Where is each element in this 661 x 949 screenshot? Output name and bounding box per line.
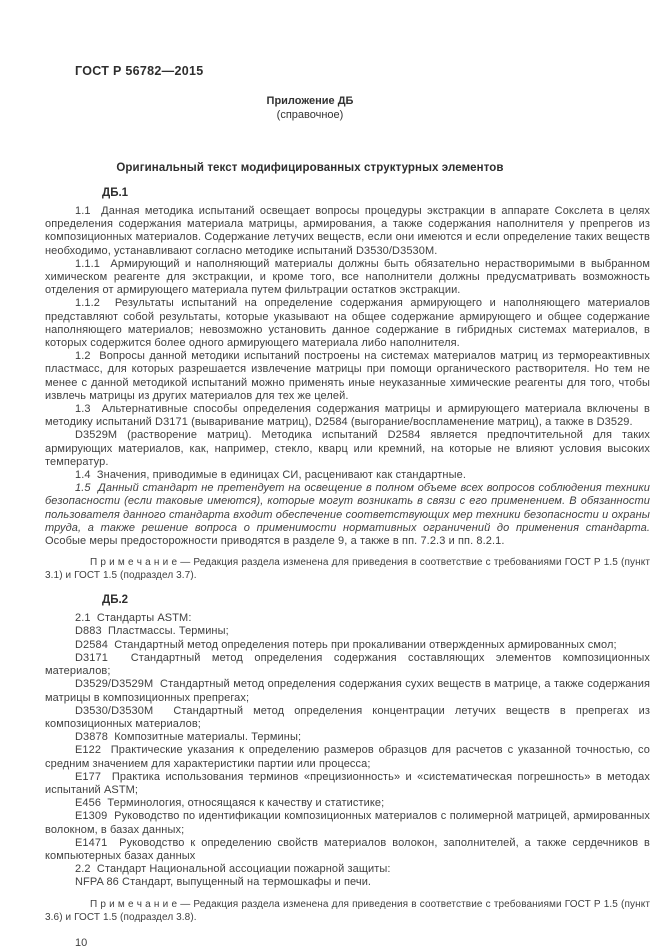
paragraph: 1.1.1 Армирующий и наполняющий материалы должны быть обязательно нерастворимыми в выбранном химическом реагенте для экстракции, и кроме того, все наполнители должны предусматривать возможность отделения от армирующего материала путем фильтрации остатков экстракции. — [45, 257, 650, 297]
section-heading-ДБ.1: ДБ.1 — [102, 187, 129, 199]
paragraph: E122 Практические указания к определению размеров образцов для расчетов с указанной точностью, со средним значением для характеристики партии или процесса; — [45, 744, 650, 770]
sections-container — [45, 187, 650, 924]
paragraph: NFPA 86 Стандарт, выпущенный на термошкафы и печи. — [75, 876, 372, 889]
appendix-heading — [45, 95, 575, 122]
paragraph: E1471 Руководство к определению свойств материалов волокон, заполнителей, а также сердечников в компьютерных базах данных — [45, 836, 650, 862]
paragraph: 1.4 Значения, приводимые в единицах СИ, расценивают как стандартные. — [75, 469, 466, 482]
paragraph: D3530/D3530M Стандартный метод определения концентрации летучих веществ в препрегах из композиционных материалов; — [45, 704, 650, 730]
section-note: П р и м е ч а н и е — Редакция раздела изменена для приведения в соответствие с требованиями ГОСТ Р 1.5 (пункт 3.6) и ГОСТ 1.5 (подраздел 3.8). — [45, 898, 650, 923]
paragraph: D3878 Композитные материалы. Термины; — [75, 731, 302, 744]
paragraph: 1.3 Альтернативные способы определения содержания матрицы и армирующего материала включены в методику испытаний D3171 (вываривание матриц), D2584 (выгорание/воспламенение матриц), а также в D3529. — [45, 403, 650, 429]
paragraph: E456 Терминология, относящаяся к качеству и статистике; — [75, 797, 385, 810]
paragraph: 2.2 Стандарт Национальной ассоциации пожарной защиты: — [75, 863, 391, 876]
paragraph: E1309 Руководство по идентификации композиционных материалов с полимерной матрицей, армированных волокном, в базах данных; — [45, 810, 650, 836]
paragraph — [45, 482, 650, 548]
paragraph-run: 1.5 Данный стандарт не претендует на освещение в полном объеме всех вопросов соблюдения техники безопасности (если таковые имеются), которые могут возникать в связи с его применением. В обязанности пользователя данного стандарта входит обеспечение соответствующих мер техники безопасности и охраны труда, а также решение вопроса о применимости нормативных ограничений до применения стандарта. — [45, 482, 650, 534]
appendix-title: Оригинальный текст модифицированных структурных элементов — [116, 162, 504, 174]
appendix-label: Приложение ДБ — [266, 95, 354, 107]
paragraph: 2.1 Стандарты ASTM: — [75, 612, 192, 625]
paragraph: 1.1 Данная методика испытаний освещает вопросы процедуры экстракции в аппарате Сокслета в целях определения содержания материала матрицы, армирования, а также содержания наполнителя у препрегов из композиционных материалов. Содержание летучих веществ, если они имеются и если определение таких веществ необходимо, устанавливают согласно методике испытаний D3530/D3530M. — [45, 205, 650, 257]
section-heading-ДБ.2: ДБ.2 — [102, 594, 129, 607]
page-number: 10 — [75, 936, 88, 949]
paragraph: D3529M (растворение матриц). Методика испытаний D2584 является предпочтительной для таких армирующих материалов, как, например, стекло, кварц или кремний, на которые не влияют условия высоких температур. — [45, 429, 650, 468]
appendix-type: (справочное) — [276, 108, 344, 121]
paragraph: D3529/D3529M Стандартный метод определения содержания сухих веществ в матрице, а также содержания матрицы в композиционных препрегах; — [45, 678, 650, 704]
paragraph-run: Особые меры предосторожности приводятся в разделе 9, а также в пп. 7.2.3 и пп. 8.2.1. — [45, 535, 505, 548]
paragraph: E177 Практика использования терминов «прецизионность» и «систематическая погрешность» в методах испытаний ASTM; — [45, 770, 650, 796]
running-header: ГОСТ Р 56782—2015 — [75, 64, 204, 78]
paragraph: D3171 Стандартный метод определения содержания составляющих элементов композиционных материалов; — [45, 651, 650, 678]
paragraph: 1.2 Вопросы данной методики испытаний построены на системах материалов матриц из термореактивных пластмасс, для которых разрешается извлечение матрицы при помощи органического растворителя. Но тем не менее с данной методикой испытаний можно применять иные неуказанные химические реагенты для того, чтобы извлечь матрицы из других материалов для тех же целей. — [45, 350, 650, 402]
paragraph: D883 Пластмассы. Термины; — [75, 625, 229, 638]
paragraph: D2584 Стандартный метод определения потерь при прокаливании отвержденных армированных смол; — [75, 638, 617, 651]
paragraph: 1.1.2 Результаты испытаний на определение содержания армирующего и наполняющего материалов представляют собой результаты, которые указывают на общее содержание армирующего и общее содержание наполняющего материалов; невозможно установить данное содержание в гибридных системах материалов, в которых содержится более одного армирующего материала либо наполнителя. — [45, 297, 650, 350]
section-note: П р и м е ч а н и е — Редакция раздела изменена для приведения в соответствие с требованиями ГОСТ Р 1.5 (пункт 3.1) и ГОСТ 1.5 (подраздел 3.7). — [45, 557, 650, 582]
